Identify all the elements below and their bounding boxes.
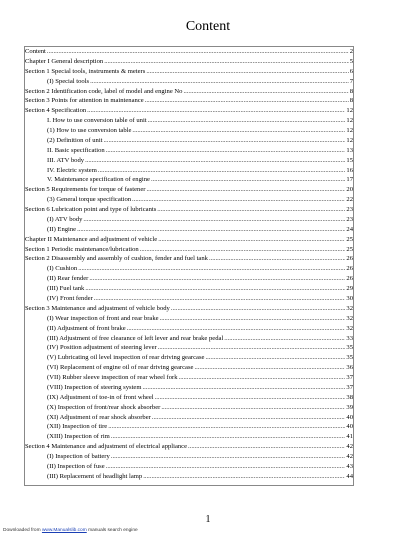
toc-leader-dots bbox=[161, 404, 345, 412]
toc-entry-label: (V) Lubricating oil level inspection of rear driving gearcase bbox=[47, 354, 205, 362]
toc-entry[interactable] bbox=[24, 206, 354, 214]
toc-entry-page: 36 bbox=[346, 364, 353, 372]
toc-entry[interactable] bbox=[24, 463, 354, 471]
toc-entry-page: 25 bbox=[346, 245, 353, 253]
toc-entry-label: (XI) Adjustment of rear shock absorber bbox=[47, 413, 151, 421]
toc-leader-dots bbox=[78, 265, 345, 273]
toc-entry[interactable] bbox=[24, 335, 354, 343]
toc-entry[interactable] bbox=[24, 295, 354, 303]
toc-entry-page: 2 bbox=[349, 48, 353, 55]
toc-entry-page: 17 bbox=[346, 176, 353, 184]
toc-entry-label: (I) Inspection of battery bbox=[47, 453, 110, 461]
toc-entry-page: 38 bbox=[346, 393, 353, 401]
toc-entry[interactable] bbox=[24, 107, 354, 115]
toc-leader-dots bbox=[127, 325, 346, 333]
toc-leader-dots bbox=[83, 216, 345, 224]
toc-leader-dots bbox=[98, 167, 346, 175]
toc-entry-label: V. Maintenance specification of engine bbox=[47, 176, 150, 184]
toc-leader-dots bbox=[106, 463, 346, 471]
toc-entry-label: (XII) Inspection of tire bbox=[47, 423, 108, 431]
toc-leader-dots bbox=[47, 48, 349, 56]
toc-entry-page: 35 bbox=[346, 354, 353, 362]
toc-leader-dots bbox=[143, 473, 345, 481]
toc-entry-page: 26 bbox=[346, 265, 353, 273]
toc-entry-label: Section 3 Maintenance and adjustment of vehicle body bbox=[25, 304, 170, 312]
toc-entry-page: 6 bbox=[349, 67, 353, 75]
toc-entry[interactable] bbox=[24, 176, 354, 184]
toc-entry-page: 29 bbox=[346, 285, 353, 293]
toc-entry[interactable] bbox=[24, 285, 354, 293]
toc-entry-label: Content bbox=[25, 48, 46, 55]
toc-leader-dots bbox=[209, 255, 345, 263]
toc-entry-label: (II) Inspection of fuse bbox=[47, 462, 105, 470]
toc-entry-page: 15 bbox=[346, 156, 353, 164]
toc-leader-dots bbox=[85, 157, 345, 165]
toc-entry-page: 40 bbox=[346, 423, 353, 431]
toc-entry[interactable] bbox=[24, 404, 354, 412]
toc-entry[interactable] bbox=[24, 255, 354, 263]
toc-entry-label: (I) Cushion bbox=[47, 265, 78, 273]
toc-entry-page: 37 bbox=[346, 374, 353, 382]
toc-entry[interactable] bbox=[24, 394, 354, 402]
toc-entry-page: 30 bbox=[346, 295, 353, 302]
toc-leader-dots bbox=[111, 433, 346, 441]
toc-entry[interactable] bbox=[24, 384, 354, 392]
toc-leader-dots bbox=[132, 196, 345, 204]
toc-entry-label: Section 2 Identification code, label of model and engine No bbox=[25, 87, 183, 95]
toc-entry-label: Section 4 Maintenance and adjustment of electrical appliance bbox=[25, 443, 188, 451]
toc-entry-page: 16 bbox=[346, 166, 353, 174]
toc-entry[interactable] bbox=[24, 354, 354, 362]
toc-entry-page: 20 bbox=[346, 186, 353, 194]
toc-entry-label: Section 3 Points for attention in maintenance bbox=[25, 97, 144, 105]
toc-entry[interactable] bbox=[24, 374, 354, 382]
toc-entry-page: 32 bbox=[346, 304, 353, 312]
toc-entry[interactable] bbox=[24, 137, 354, 145]
toc-entry-label: (III) Fuel tank bbox=[47, 285, 85, 293]
toc-leader-dots bbox=[85, 285, 345, 293]
toc-entry-page: 42 bbox=[346, 453, 353, 461]
toc-leader-dots bbox=[90, 78, 349, 86]
toc-entry-label: (III) Adjustment of free clearance of left lever and rear brake pedal bbox=[47, 334, 224, 342]
toc-leader-dots bbox=[151, 176, 345, 184]
toc-entry-label: (I) Special tools bbox=[47, 77, 90, 85]
toc-entry[interactable] bbox=[24, 216, 354, 224]
toc-entry[interactable] bbox=[24, 167, 354, 175]
toc-leader-dots bbox=[155, 394, 346, 402]
toc-leader-dots bbox=[148, 117, 346, 125]
toc-leader-dots bbox=[87, 107, 345, 115]
toc-entry-page: 24 bbox=[346, 225, 353, 233]
toc-entry[interactable] bbox=[24, 236, 354, 244]
toc-entry-page: 39 bbox=[346, 403, 353, 411]
toc-entry-page: 43 bbox=[346, 462, 353, 470]
toc-leader-dots bbox=[108, 423, 345, 431]
toc-entry-page: 23 bbox=[346, 206, 353, 214]
toc-entry-page: 13 bbox=[346, 146, 353, 154]
toc-leader-dots bbox=[205, 354, 345, 362]
toc-leader-dots bbox=[183, 88, 348, 96]
toc-entry[interactable] bbox=[24, 88, 354, 96]
toc-leader-dots bbox=[146, 68, 348, 76]
toc-leader-dots bbox=[142, 384, 345, 392]
toc-leader-dots bbox=[188, 443, 345, 451]
toc-entry-label: (IX) Adjustment of toe-in of front wheel bbox=[47, 393, 154, 401]
page-title: Content bbox=[185, 19, 231, 34]
toc-entry[interactable] bbox=[24, 325, 354, 333]
toc-leader-dots bbox=[224, 335, 345, 343]
toc-entry-label: (II) Engine bbox=[47, 225, 77, 233]
toc-entry-page: 22 bbox=[346, 196, 353, 204]
toc-entry-label: (VI) Replacement of engine oil of rear driving gearcase bbox=[47, 364, 194, 372]
toc-entry-label: (I) ATV body bbox=[47, 215, 83, 223]
toc-entry-page: 40 bbox=[346, 413, 353, 421]
toc-entry-label: (IV) Front fender bbox=[47, 295, 93, 302]
toc-leader-dots bbox=[106, 147, 346, 155]
toc-leader-dots bbox=[152, 414, 346, 422]
toc-entry-label: (2) Definition of unit bbox=[47, 136, 103, 144]
toc-entry-page: 37 bbox=[346, 383, 353, 391]
toc-entry[interactable] bbox=[24, 157, 354, 165]
toc-entry-label: Chapter I General description bbox=[25, 57, 104, 65]
toc-entry[interactable] bbox=[24, 473, 354, 481]
toc-leader-dots bbox=[104, 137, 346, 145]
toc-entry-page: 33 bbox=[346, 334, 353, 342]
toc-entry-page: 5 bbox=[349, 57, 353, 65]
toc-entry[interactable] bbox=[24, 364, 354, 372]
toc-entry-label: III. ATV body bbox=[47, 156, 85, 164]
toc-entry-label: (IV) Position adjustment of steering lever bbox=[47, 344, 157, 352]
toc-leader-dots bbox=[158, 344, 346, 352]
toc-entry-page: 8 bbox=[349, 97, 353, 105]
toc-entry-label: Section 1 Periodic maintenance/lubrication bbox=[25, 245, 139, 253]
toc-entry-label: (VIII) Inspection of steering system bbox=[47, 383, 142, 391]
toc-entry[interactable] bbox=[24, 315, 354, 323]
toc-leader-dots bbox=[89, 275, 345, 283]
toc-entry-page: 35 bbox=[346, 344, 353, 352]
toc-leader-dots bbox=[179, 374, 346, 382]
toc-entry[interactable] bbox=[24, 97, 354, 105]
toc-entry-page: 44 bbox=[346, 472, 353, 480]
toc-entry-label: Section 2 Disassembly and assembly of cushion, fender and fuel tank bbox=[25, 255, 208, 263]
toc-entry-page: 12 bbox=[346, 136, 353, 144]
footer-suffix: manuals search engine bbox=[86, 528, 138, 533]
toc-entry-label: I. How to use conversion table of unit bbox=[47, 117, 147, 125]
toc-leader-dots bbox=[158, 236, 345, 244]
toc-entry-label: (1) How to use conversion table bbox=[47, 127, 132, 135]
toc-entry-label: (3) General torque specification bbox=[47, 196, 132, 204]
toc-entry-page: 12 bbox=[346, 127, 353, 135]
toc-entry-page: 32 bbox=[346, 314, 353, 322]
toc-entry-label: (X) Inspection of front/rear shock absorber bbox=[47, 403, 161, 411]
toc-leader-dots bbox=[77, 226, 345, 234]
toc-entry-page: 32 bbox=[346, 324, 353, 332]
toc-entry[interactable] bbox=[24, 344, 354, 352]
toc-entry[interactable] bbox=[24, 147, 354, 155]
toc-entry[interactable] bbox=[24, 78, 354, 86]
toc-entry-page: 12 bbox=[346, 107, 353, 115]
toc-entry[interactable] bbox=[24, 265, 354, 273]
toc-entry[interactable] bbox=[24, 117, 354, 125]
toc-entry-page: 42 bbox=[346, 443, 353, 451]
manualslib-link[interactable]: www.Manualslib.com bbox=[41, 528, 87, 533]
toc-entry-label: (VII) Rubber sleeve inspection of rear wheel fork bbox=[47, 374, 178, 382]
toc-entry[interactable] bbox=[24, 433, 354, 441]
toc-entry-page: 26 bbox=[346, 255, 353, 263]
toc-leader-dots bbox=[194, 364, 345, 372]
toc-entry-page: 12 bbox=[346, 117, 353, 125]
toc-entry[interactable] bbox=[24, 305, 354, 313]
toc-entry-page: 41 bbox=[346, 433, 353, 441]
toc-leader-dots bbox=[111, 453, 346, 461]
toc-entry[interactable] bbox=[24, 275, 354, 283]
toc-entry-page: 8 bbox=[349, 87, 353, 95]
toc-entry-label: Section 5 Requirements for torque of fastener bbox=[25, 186, 146, 194]
toc-entry[interactable] bbox=[24, 196, 354, 204]
toc-entry-label: (I) Wear inspection of front and rear brake bbox=[47, 314, 159, 322]
footer-prefix: Downloaded from bbox=[3, 528, 42, 533]
toc-entry[interactable] bbox=[24, 186, 354, 194]
toc-entry-label: (XIII) Inspection of rim bbox=[47, 433, 110, 441]
page-number: 1 bbox=[205, 514, 211, 525]
toc-entry[interactable] bbox=[24, 453, 354, 461]
toc-entry-label: (II) Adjustment of front brake bbox=[47, 324, 126, 332]
toc-entry-label: IV. Electric system bbox=[47, 166, 97, 174]
toc-entry-label: Chapter II Maintenance and adjustment of vehicle bbox=[25, 235, 158, 243]
toc-entry[interactable] bbox=[24, 48, 354, 56]
toc-leader-dots bbox=[104, 58, 349, 66]
toc-entry-label: Section 1 Special tools, instruments & meters bbox=[25, 67, 146, 75]
toc-leader-dots bbox=[132, 127, 345, 135]
toc-entry-label: II. Basic specification bbox=[47, 146, 105, 154]
toc-leader-dots bbox=[146, 186, 345, 194]
toc-leader-dots bbox=[140, 246, 346, 254]
toc-entry-page: 7 bbox=[349, 77, 353, 85]
toc-entry-page: 26 bbox=[346, 275, 353, 283]
toc-leader-dots bbox=[171, 305, 346, 313]
toc-entry[interactable] bbox=[24, 246, 354, 254]
toc-entry[interactable] bbox=[24, 68, 354, 76]
toc-leader-dots bbox=[145, 97, 349, 105]
toc-entry-label: (III) Replacement of headlight lamp bbox=[47, 472, 143, 480]
toc-entry[interactable] bbox=[24, 443, 354, 451]
toc-entry[interactable] bbox=[24, 414, 354, 422]
toc-entry-page: 25 bbox=[346, 235, 353, 243]
toc-leader-dots bbox=[160, 315, 346, 323]
toc-entry[interactable] bbox=[24, 58, 354, 66]
toc-leader-dots bbox=[157, 206, 345, 214]
toc-entry-label: (II) Rear fender bbox=[47, 275, 89, 283]
toc-entry-page: 23 bbox=[346, 215, 353, 223]
toc-entry-label: Section 4 Specification bbox=[25, 107, 87, 115]
toc-entry[interactable] bbox=[24, 423, 354, 431]
download-footer bbox=[3, 528, 138, 534]
toc-leader-dots bbox=[94, 295, 346, 303]
toc-entry[interactable] bbox=[24, 127, 354, 135]
toc-entry[interactable] bbox=[24, 226, 354, 234]
toc-entry-label: Section 6 Lubrication point and type of lubricants bbox=[25, 206, 157, 214]
